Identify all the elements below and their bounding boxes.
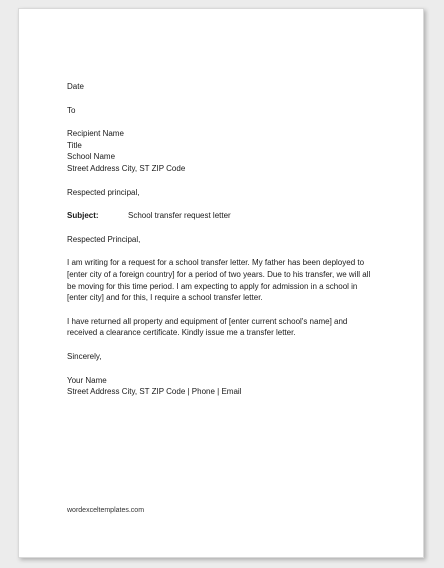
date-line: Date [67, 82, 84, 91]
recipient-title: Title [67, 140, 82, 150]
subject-label: Subject: [67, 211, 99, 221]
sender-name: Your Name [67, 375, 107, 385]
paragraph-1 [67, 257, 389, 303]
sender-contact: Street Address City, ST ZIP Code | Phone | Email [67, 387, 242, 397]
paragraph-1-line: [enter city] and for this, I require a school transfer letter. [67, 293, 263, 303]
school-name: School Name [67, 152, 116, 162]
paragraph-1-line: be moving for this time period. I am expecting to apply for admission in a school in [67, 281, 358, 291]
footer-website: wordexceltemplates.com [67, 507, 145, 514]
recipient-address: Street Address City, ST ZIP Code [67, 163, 186, 173]
letter-body [67, 81, 389, 398]
closing: Sincerely, [67, 351, 102, 361]
subject-line [67, 210, 389, 222]
salutation: Respected Principal, [67, 234, 141, 244]
recipient-name: Recipient Name [67, 129, 124, 139]
salutation-top: Respected principal, [67, 187, 140, 197]
paragraph-1-line: I am writing for a request for a school transfer letter. My father has been deployed to [67, 258, 365, 268]
to-line: To [67, 105, 76, 115]
subject-text: School transfer request letter [128, 211, 231, 221]
paragraph-2-line: I have returned all property and equipment of [enter current school's name] and [67, 316, 348, 326]
paragraph-2-line: received a clearance certificate. Kindly issue me a transfer letter. [67, 328, 296, 338]
paragraph-2 [67, 316, 389, 339]
letter-page [18, 8, 424, 558]
paragraph-1-line: [enter city of a foreign country] for a period of two years. Due to his transfer, we will all [67, 269, 371, 279]
